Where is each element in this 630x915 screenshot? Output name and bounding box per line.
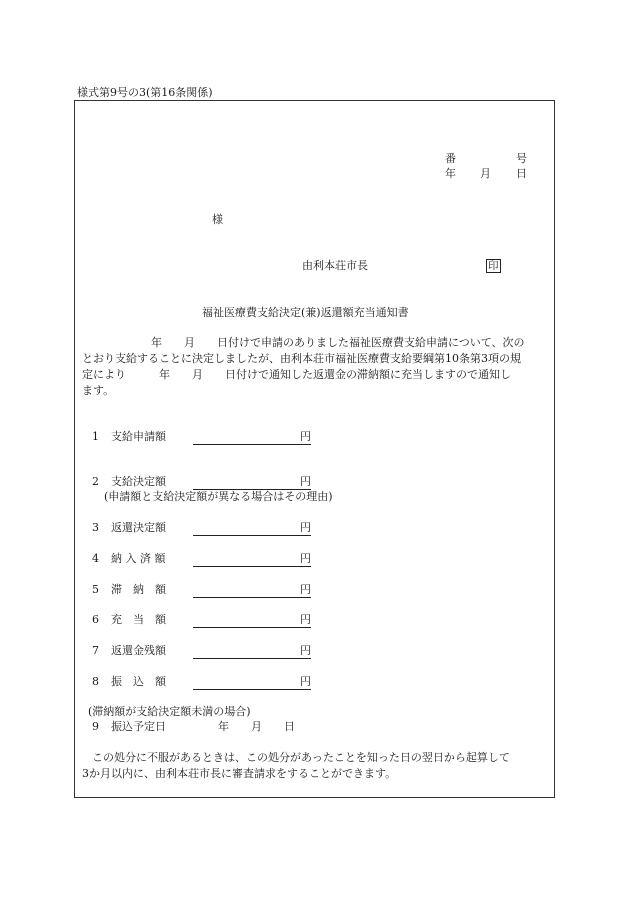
item-5-label: 滞 納 額 bbox=[111, 583, 166, 596]
body-line-3: 定により 年 月 日付けで通知した返還金の滞納額に充当しますので通知し bbox=[82, 368, 511, 381]
item-2-yen: 円 bbox=[300, 475, 311, 488]
item-8-number: 8 bbox=[92, 675, 99, 688]
item-2-number: 2 bbox=[92, 475, 99, 488]
item-4-amount-field bbox=[193, 552, 311, 567]
document-frame bbox=[74, 100, 555, 798]
item-5-amount-field bbox=[193, 583, 311, 598]
item-7-number: 7 bbox=[92, 644, 99, 657]
seal-mark: 印 bbox=[488, 260, 499, 272]
item-1-number: 1 bbox=[92, 430, 99, 443]
item-8-label: 振 込 額 bbox=[111, 675, 166, 688]
item-1-label: 支給申請額 bbox=[111, 430, 166, 443]
item-3-yen: 円 bbox=[300, 521, 311, 534]
item-4-number: 4 bbox=[92, 552, 99, 565]
addressee-suffix: 様 bbox=[212, 213, 223, 226]
item-6-yen: 円 bbox=[300, 613, 311, 626]
item-4-yen: 円 bbox=[300, 552, 311, 565]
item-3-number: 3 bbox=[92, 521, 99, 534]
item-9-number: 9 bbox=[92, 720, 99, 733]
date-day: 日 bbox=[516, 167, 527, 180]
item-3-amount-field bbox=[193, 521, 311, 536]
issuer-name: 由利本荘市長 bbox=[302, 259, 368, 272]
body-line-2: とおり支給することに決定しましたが、由利本荘市福祉医療費支給要綱第10条第3項の規 bbox=[82, 352, 521, 365]
document-title: 福祉医療費支給決定(兼)返還額充当通知書 bbox=[202, 306, 409, 319]
item-7-amount-field bbox=[193, 644, 311, 659]
item-8-amount-field bbox=[193, 675, 311, 690]
body-line-4: ます。 bbox=[82, 384, 115, 397]
date-year: 年 bbox=[445, 167, 456, 180]
item-9-label: 振込予定日 bbox=[111, 720, 166, 733]
item-8-yen: 円 bbox=[300, 675, 311, 688]
item-2-label: 支給決定額 bbox=[111, 475, 166, 488]
number-suffix: 号 bbox=[516, 152, 527, 165]
item-6-amount-field bbox=[193, 613, 311, 628]
issuer-line bbox=[302, 259, 501, 273]
appeal-line-2: 3か月以内に、由利本荘市長に審査請求をすることができます。 bbox=[82, 767, 397, 780]
item-3-label: 返還決定額 bbox=[111, 521, 166, 534]
item-4-label: 納 入 済 額 bbox=[111, 552, 166, 565]
date-month: 月 bbox=[480, 167, 491, 180]
item-2-amount-field bbox=[193, 475, 311, 490]
appeal-line-1: この処分に不服があるときは、この処分があったことを知った日の翌日から起算して bbox=[92, 751, 510, 764]
item-1-yen: 円 bbox=[300, 430, 311, 443]
form-label: 様式第9号の3(第16条関係) bbox=[77, 86, 213, 99]
item-5-yen: 円 bbox=[300, 583, 311, 596]
item-6-number: 6 bbox=[92, 613, 99, 626]
item-6-label: 充 当 額 bbox=[111, 613, 166, 626]
body-line-1: 年 月 日付けで申請のありました福祉医療費支給申請について、次の bbox=[151, 336, 525, 349]
item-1-amount-field bbox=[193, 430, 311, 445]
item-9-date: 年 月 日 bbox=[218, 720, 295, 733]
item-7-label: 返還金残額 bbox=[111, 644, 166, 657]
number-label: 番 bbox=[445, 152, 456, 165]
item-5-number: 5 bbox=[92, 583, 99, 596]
shortfall-note: (滞納額が支給決定額未満の場合) bbox=[88, 705, 251, 718]
reason-note: (申請額と支給決定額が異なる場合はその理由) bbox=[104, 490, 333, 503]
item-7-yen: 円 bbox=[300, 644, 311, 657]
